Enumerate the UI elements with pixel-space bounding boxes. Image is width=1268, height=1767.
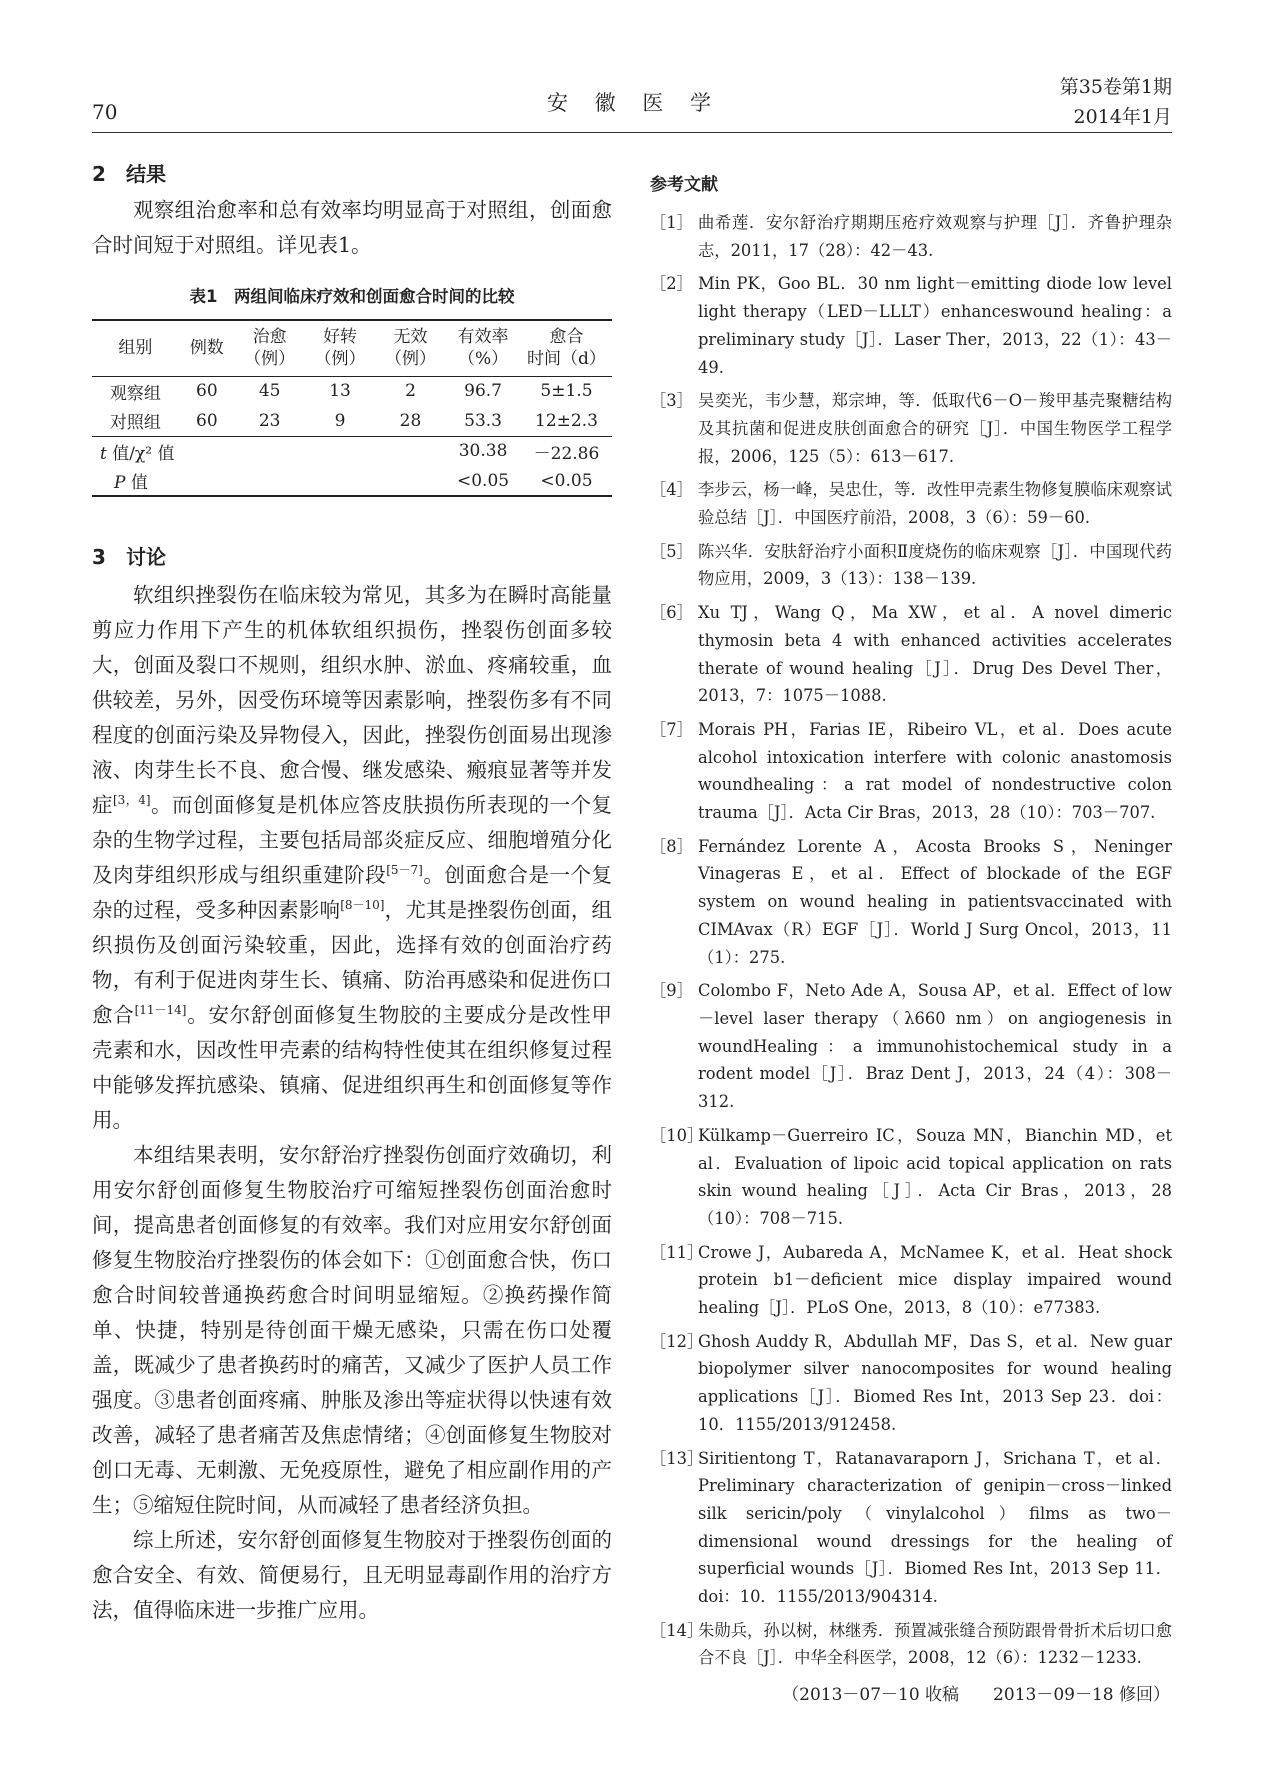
table-stat-row bbox=[92, 466, 612, 496]
section-title: 结果 bbox=[126, 162, 166, 186]
reference-item bbox=[650, 977, 1172, 1116]
reference-item bbox=[650, 1239, 1172, 1322]
table-cell: 30.38 bbox=[458, 441, 508, 462]
reference-number: ［4］ bbox=[650, 480, 693, 500]
table-header-row bbox=[92, 320, 612, 376]
citation: [8－10] bbox=[340, 898, 385, 913]
citation: [5－7] bbox=[386, 863, 423, 878]
section-number: 2 bbox=[92, 162, 106, 186]
stat-label bbox=[92, 466, 304, 496]
table-cell: 2 bbox=[405, 381, 416, 402]
reference-text: 陈兴华．安肤舒治疗小面积Ⅱ度烧伤的临床观察［J］．中国现代药物应用，2009，3（13）：138－139. bbox=[698, 541, 1172, 589]
section-heading-results bbox=[92, 158, 612, 187]
reference-text: 吴奕光，韦少慧，郑宗坤，等．低取代6－O－羧甲基壳聚糖结构及其抗菌和促进皮肤创面愈合的研究［J］．中国生物医学工程学报，2006，125（5）：613－617. bbox=[698, 391, 1172, 466]
empty-cell bbox=[376, 436, 445, 466]
references-heading: 参考文献 bbox=[650, 175, 718, 195]
reference-text: Külkamp－Guerreiro IC，Souza MN，Bianchin MD，et al．Evaluation of lipoic acid topical application on rats skin wound healing［J］．Acta Cir Bras，2013，28（10）：708－715. bbox=[698, 1125, 1172, 1228]
reference-item bbox=[650, 476, 1172, 531]
table-cell: 9 bbox=[304, 406, 376, 436]
section-title: 讨论 bbox=[126, 545, 166, 569]
reference-number: ［10］ bbox=[650, 1125, 704, 1145]
table-cell: 28 bbox=[376, 406, 445, 436]
reference-item bbox=[650, 1445, 1172, 1611]
text-run: 。安尔舒创面修复生物胶的主要成分是改性甲壳素和水，因改性甲壳素的结构特性使其在组织修复过程中能够发挥抗感染、镇痛、促进组织再生和创面修复等作用。 bbox=[92, 1003, 613, 1132]
reference-text: Min PK，Goo BL．30 nm light－emitting diode low level light therapy（LED－LLLT）enhanceswound healing：a preliminary study［J］．Laser Ther，2013，22（1）：43－49. bbox=[698, 274, 1172, 377]
empty-cell bbox=[376, 466, 445, 496]
reference-text: Fernández Lorente A，Acosta Brooks S，Neninger Vinageras E，et al．Effect of blockade of the EGF system on wound healing in patientsvaccinated with CIMAvax（R）EGF［J］．World J Surg Oncol，2013，11（1）：275. bbox=[698, 836, 1172, 967]
col-header: 无效 （例） bbox=[376, 320, 445, 376]
left-column bbox=[92, 158, 612, 1628]
table-cell: 53.3 bbox=[445, 406, 521, 436]
table-cell: 5±1.5 bbox=[540, 381, 593, 402]
col-header: 有效率 （%） bbox=[445, 320, 521, 376]
stat-symbol: P bbox=[114, 473, 126, 493]
citation: [11－14] bbox=[134, 1003, 187, 1018]
empty-cell bbox=[304, 436, 376, 466]
discussion-paragraph-1 bbox=[92, 578, 612, 1138]
reference-number: ［5］ bbox=[650, 541, 693, 561]
reference-item bbox=[650, 1617, 1172, 1672]
table-cell: 13 bbox=[329, 381, 351, 402]
stat-label-text: 值 bbox=[125, 473, 148, 493]
table-cell: 60 bbox=[196, 381, 218, 402]
reference-item bbox=[650, 270, 1172, 381]
volume-issue: 第35卷第1期 bbox=[1059, 76, 1172, 98]
reference-number: ［11］ bbox=[650, 1242, 704, 1262]
reference-number: ［7］ bbox=[650, 719, 693, 739]
reference-number: ［13］ bbox=[650, 1448, 704, 1468]
reference-list bbox=[650, 209, 1172, 1672]
table-cell: 观察组 bbox=[109, 383, 161, 404]
citation: [3，4] bbox=[112, 793, 151, 808]
journal-title: 安 徽 医 学 bbox=[546, 91, 722, 115]
table-cell: 对照组 bbox=[92, 406, 179, 436]
col-header: 愈合 时间（d） bbox=[521, 320, 612, 376]
reference-item bbox=[650, 599, 1172, 710]
received-dates: （2013－07－10 收稿 2013－09－18 修回） bbox=[782, 1685, 1170, 1706]
page-number: 70 bbox=[92, 100, 118, 124]
table-cell: <0.05 bbox=[445, 466, 521, 496]
reference-text: Xu TJ，Wang Q，Ma XW，et al．A novel dimeric thymosin beta 4 with enhanced activities accelerates therate of wound healing［J］．Drug Des Devel Ther，2013，7：1075－1088. bbox=[698, 603, 1172, 706]
table-cell: 45 bbox=[258, 381, 281, 402]
reference-number: ［2］ bbox=[650, 274, 693, 294]
reference-number: ［12］ bbox=[650, 1331, 704, 1351]
text-run: 。而创面修复是机体应答皮肤损伤所表现的一个复杂的生物学过程，主要包括局部炎症反应、细胞增殖分化及肉芽组织形成与组织重建阶段 bbox=[92, 793, 613, 887]
table-cell: 12±2.3 bbox=[521, 406, 612, 436]
reference-text: Morais PH，Farias IE，Ribeiro VL，et al．Does acute alcohol intoxication interfere with colonic anastomosis woundhealing：a rat model of nondestructive colon trauma［J］．Acta Cir Bras，2013，28（10）：703－707. bbox=[698, 719, 1172, 823]
col-header: 例数 bbox=[179, 320, 235, 376]
reference-item bbox=[650, 1328, 1172, 1439]
issue-date: 2014年1月 bbox=[1073, 106, 1172, 128]
reference-number: ［3］ bbox=[650, 391, 693, 411]
col-header: 组别 bbox=[92, 320, 179, 376]
reference-item bbox=[650, 387, 1172, 470]
table-cell: <0.05 bbox=[521, 466, 612, 496]
reference-item bbox=[650, 833, 1172, 972]
table-caption: 表1 两组间临床疗效和创面愈合时间的比较 bbox=[189, 287, 515, 306]
reference-number: ［9］ bbox=[650, 981, 693, 1001]
reference-text: Ghosh Auddy R，Abdullah MF，Das S，et al．New guar biopolymer silver nanocomposites for wound healing applications［J］．Biomed Res Int，2013 Sep 23．doi：10．1155/2013/912458. bbox=[698, 1331, 1172, 1434]
reference-text: 曲希莲．安尔舒治疗期期压疮疗效观察与护理［J］．齐鲁护理杂志，2011，17（28）：42－43. bbox=[698, 213, 1172, 260]
table-row bbox=[92, 406, 612, 436]
reference-item bbox=[650, 209, 1172, 264]
header-rule bbox=[92, 132, 1172, 133]
section-number: 3 bbox=[92, 545, 106, 569]
reference-number: ［1］ bbox=[650, 213, 693, 232]
reference-number: ［8］ bbox=[650, 836, 693, 856]
table-cell: 96.7 bbox=[464, 381, 502, 402]
results-table bbox=[92, 319, 612, 497]
reference-item bbox=[650, 538, 1172, 593]
reference-text: Colombo F，Neto Ade A，Sousa AP，et al．Effect of low－level laser therapy（λ660 nm）on angiogenesis in woundHealing：a immunohistochemical study in a rodent model［J］．Braz Dent J，2013，24（4）：308－312. bbox=[698, 981, 1172, 1112]
reference-number: ［14］ bbox=[650, 1620, 704, 1640]
text-run: ，尤其是挫裂伤创面，组织损伤及创面污染较重，因此，选择有效的创面治疗药物，有利于促进肉芽生长、镇痛、防治再感染和促进伤口愈合 bbox=[92, 898, 613, 1027]
issue-info bbox=[1060, 72, 1172, 132]
reference-text: Siritientong T，Ratanavaraporn J，Srichana T，et al．Preliminary characterization of genipin－cross－linked silk sericin/poly（vinylalcohol）films as two－dimensional wound dressings for the healing of superficial wounds［J］．Biomed Res Int，2013 Sep 11．doi：10．1155/2013/904314. bbox=[698, 1448, 1172, 1607]
text-run: 软组织挫裂伤在临床较为常见，其多为在瞬时高能量剪应力作用下产生的机体软组织损伤，挫裂伤创面多较大，创面及裂口不规则，组织水肿、淤血、疼痛较重，血供较差，另外，因受伤环境等因素影响，挫裂伤多有不同程度的创面污染及异物侵入，因此，挫裂伤创面易出现渗液、肉芽生长不良、愈合慢、继发感染、瘢痕显著等并发症 bbox=[92, 583, 612, 817]
reference-text: Crowe J，Aubareda A，McNamee K，et al．Heat shock protein b1－deficient mice display impaired wound healing［J］．PLoS One，2013，8（10）：e77383. bbox=[698, 1242, 1172, 1318]
col-header: 治愈 （例） bbox=[235, 320, 304, 376]
stat-symbol: t bbox=[100, 443, 107, 464]
empty-cell bbox=[304, 466, 376, 496]
section-heading-discussion bbox=[92, 541, 612, 570]
table-cell: 60 bbox=[179, 406, 235, 436]
reference-number: ［6］ bbox=[650, 603, 693, 623]
stat-label-text: 值/χ² 值 bbox=[106, 443, 175, 464]
results-paragraph: 观察组治愈率和总有效率均明显高于对照组，创面愈合时间短于对照组。详见表1。 bbox=[92, 198, 612, 257]
table-stat-row bbox=[92, 436, 612, 466]
reference-item bbox=[650, 716, 1172, 827]
text-run: 。创面愈合是一个复杂的过程，受多种因素影响 bbox=[92, 863, 612, 922]
reference-text: 李步云，杨一峰，吴忠仕，等．改性甲壳素生物修复膜临床观察试验总结［J］．中国医疗前沿，2008，3（6）：59－60. bbox=[698, 480, 1172, 528]
right-column bbox=[650, 170, 1172, 1705]
reference-item bbox=[650, 1122, 1172, 1233]
discussion-paragraph-3: 综上所述，安尔舒创面修复生物胶对于挫裂伤创面的愈合安全、有效、简便易行，且无明显毒副作用的治疗方法，值得临床进一步推广应用。 bbox=[92, 1528, 612, 1622]
discussion-paragraph-2: 本组结果表明，安尔舒治疗挫裂伤创面疗效确切，利用安尔舒创面修复生物胶治疗可缩短挫裂伤创面治愈时间，提高患者创面修复的有效率。我们对应用安尔舒创面修复生物胶治疗挫裂伤的体会如下：①创面愈合快，伤口愈合时间较普通换药愈合时间明显缩短。②换药操作简单、快捷，特别是待创面干燥无感染，只需在伤口处覆盖，既减少了患者换药时的痛苦，又减少了医护人员工作强度。③患者创面疼痛、肿胀及渗出等症状得以快速有效改善，减轻了患者痛苦及焦虑情绪；④创面修复生物胶对创口无毒、无刺激、无免疫原性，避免了相应副作用的产生；⑤缩短住院时间，从而减轻了患者经济负担。 bbox=[92, 1143, 612, 1517]
reference-text: 朱勋兵，孙以树，林继秀．预置减张缝合预防跟骨骨折术后切口愈合不良［J］．中华全科医学，2008，12（6）：1232－1233. bbox=[698, 1620, 1172, 1668]
table-row bbox=[92, 376, 612, 406]
table-cell: 23 bbox=[235, 406, 304, 436]
col-header: 好转 （例） bbox=[304, 320, 376, 376]
stat-label bbox=[92, 436, 304, 466]
table-cell: －22.86 bbox=[533, 443, 600, 464]
